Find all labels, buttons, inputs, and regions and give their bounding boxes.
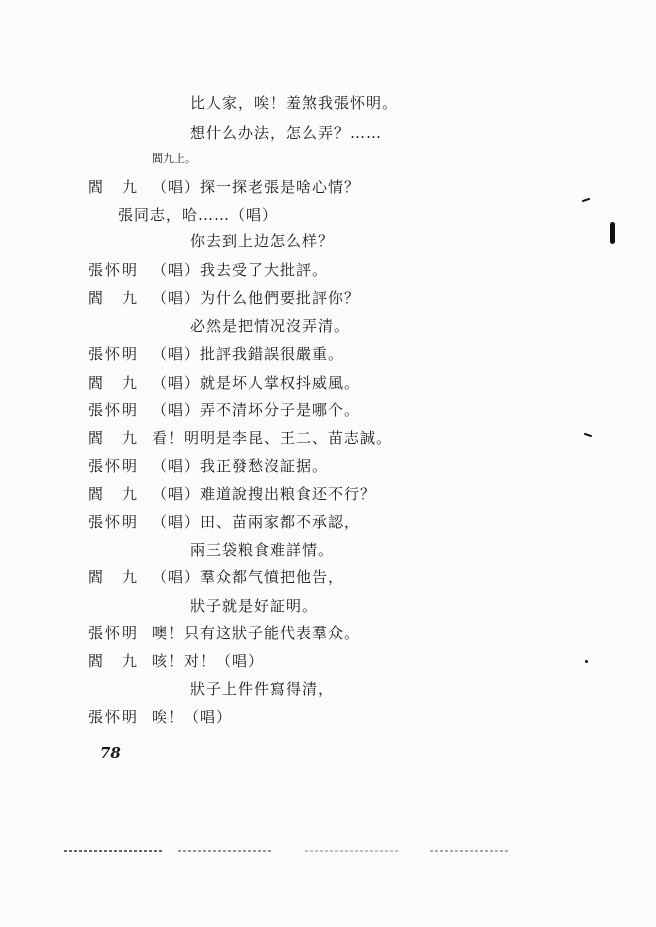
margin-mark (585, 660, 588, 663)
speaker-name: 閻 九 (88, 652, 140, 670)
dialogue-line: （唱）批評我錯誤很嚴重。 (152, 345, 345, 363)
dialogue-line: （唱）羣众都气憤把他告， (152, 568, 345, 586)
speaker-name: 閻 九 (88, 289, 140, 307)
dialogue-line: 張同志，哈……（唱） (118, 206, 279, 224)
verse-line-1: 比人家，唉！羞煞我張怀明。 (190, 94, 399, 112)
speaker-name: 閻 九 (88, 429, 140, 447)
dialogue-line: （唱）难道說搜出粮食还不行？ (152, 485, 377, 503)
verse-line: 必然是把情况沒弄清。 (190, 317, 351, 335)
footer-rule (305, 850, 400, 852)
speaker-name: 閻 九 (88, 485, 140, 503)
dialogue-line: （唱）为什么他們要批評你？ (152, 289, 361, 307)
speaker-name: 張怀明 (88, 624, 140, 642)
speaker-name: 張怀明 (88, 513, 140, 531)
footer-rule (178, 850, 273, 852)
margin-mark (610, 222, 615, 244)
verse-line-2: 想什么办法，怎么弄？…… (190, 124, 383, 142)
speaker-name: 張怀明 (88, 457, 140, 475)
dialogue-line: 噢！只有这狀子能代表羣众。 (152, 624, 361, 642)
verse-line: 兩三袋粮食难詳情。 (190, 541, 335, 559)
speaker-name: 張怀明 (88, 261, 140, 279)
verse-line: 狀子上件件寫得清， (190, 680, 335, 698)
verse-line: 你去到上边怎么样？ (190, 232, 335, 250)
speaker-name: 張怀明 (88, 345, 140, 363)
dialogue-line: （唱）就是坏人掌权抖威風。 (152, 374, 361, 392)
dialogue-line: 咳！对！（唱） (152, 652, 265, 670)
verse-line: 狀子就是好証明。 (190, 597, 319, 615)
dialogue-line: （唱）探一探老張是啥心情？ (152, 178, 361, 196)
margin-mark (582, 198, 590, 203)
dialogue-line: 看！明明是李昆、王二、苗志誠。 (152, 429, 393, 447)
page-number: 78 (100, 744, 121, 762)
footer-rule (64, 850, 164, 852)
dialogue-line: （唱）我正發愁沒証据。 (152, 457, 329, 475)
dialogue-line: （唱）田、苗兩家都不承認， (152, 513, 361, 531)
footer-rule (430, 850, 510, 852)
dialogue-line: （唱）我去受了大批評。 (152, 261, 329, 279)
dialogue-line: 唉！（唱） (152, 708, 233, 726)
speaker-name: 閻 九 (88, 568, 140, 586)
margin-mark (584, 433, 592, 438)
speaker-name: 閻 九 (88, 178, 140, 196)
speaker-name: 張怀明 (88, 401, 140, 419)
stage-direction: 閻九上。 (152, 152, 196, 165)
speaker-name: 張怀明 (88, 708, 140, 726)
dialogue-line: （唱）弄不清坏分子是哪个。 (152, 401, 361, 419)
speaker-name: 閻 九 (88, 374, 140, 392)
